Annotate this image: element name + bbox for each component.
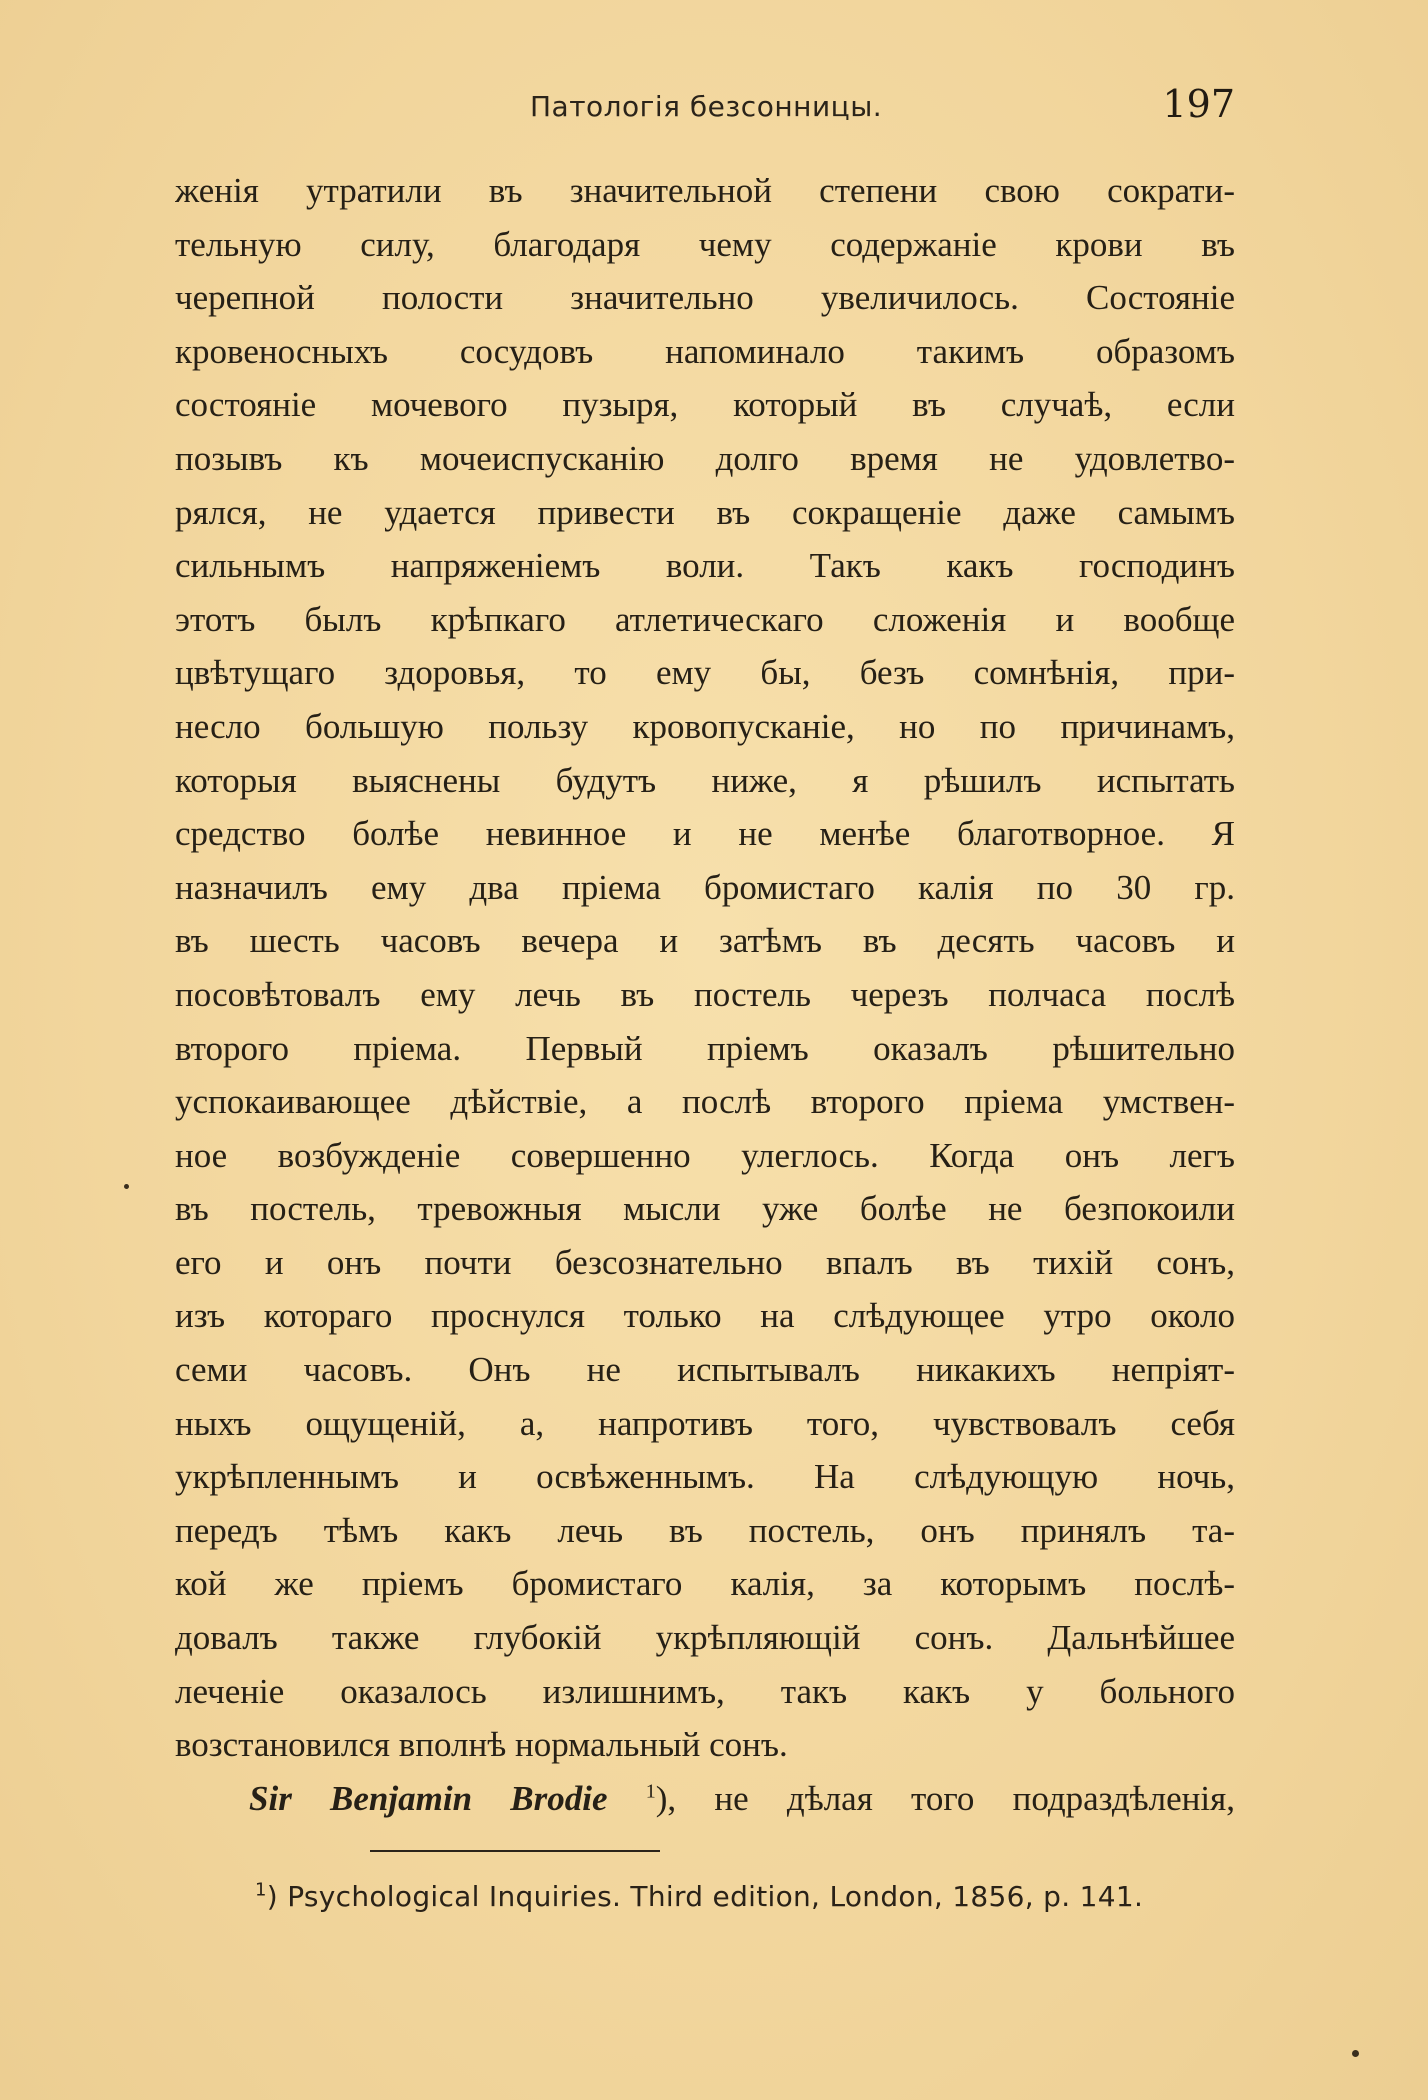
new-paragraph-line (175, 1772, 1235, 1826)
text-line: ныхъ ощущеній, а, напротивъ того, чувствовалъ себя (175, 1403, 1235, 1443)
text-line: черепной полости значительно увеличилось. Состояніе (175, 278, 1235, 318)
footnote-text: ) Psychological Inquiries. Third edition, London, 1856, p. 141. (266, 1880, 1144, 1913)
text-line: сильнымъ напряженіемъ воли. Такъ какъ господинъ (175, 546, 1235, 586)
text-line: цвѣтущаго здоровья, то ему бы, безъ сомнѣнія, при- (175, 653, 1235, 693)
text-line: назначилъ ему два пріема бромистаго калія по 30 гр. (175, 867, 1235, 907)
author-name: Sir Benjamin Brodie (249, 1778, 608, 1818)
footnote-ref: 1 (645, 1780, 656, 1803)
page-number: 197 (1162, 82, 1235, 126)
text-line: въ шесть часовъ вечера и затѣмъ въ десять часовъ и (175, 921, 1235, 961)
text-line: кровеносныхъ сосудовъ напоминало такимъ образомъ (175, 331, 1235, 371)
text-line: леченіе оказалось излишнимъ, такъ какъ у больного (175, 1671, 1235, 1711)
text-line: ное возбужденіе совершенно улеглось. Когда онъ легъ (175, 1135, 1235, 1175)
footnote-marker: 1 (255, 1879, 267, 1901)
text-line: изъ котораго проснулся только на слѣдующее утро около (175, 1296, 1235, 1336)
text-line: этотъ былъ крѣпкаго атлетическаго сложенія и вообще (175, 599, 1235, 639)
paper-speck (1352, 2050, 1359, 2057)
text-line: позывъ къ мочеиспусканію долго время не удовлетво- (175, 438, 1235, 478)
running-title: Патологія безсонницы. (530, 90, 883, 123)
paper-speck (124, 1184, 129, 1189)
text-line: семи часовъ. Онъ не испытывалъ никакихъ непріят- (175, 1350, 1235, 1390)
text-line: женія утратили въ значительной степени свою сократи- (175, 171, 1235, 210)
text-line: несло большую пользу кровопусканіе, но по причинамъ, (175, 706, 1235, 746)
footnote-separator (370, 1850, 660, 1852)
text-line: второго пріема. Первый пріемъ оказалъ рѣшительно (175, 1028, 1235, 1068)
text-line: передъ тѣмъ какъ лечь въ постель, онъ принялъ та- (175, 1510, 1235, 1550)
text-line: которыя выяснены будутъ ниже, я рѣшилъ испытать (175, 760, 1235, 800)
text-line: рялся, не удается привести въ сокращеніе даже самымъ (175, 492, 1235, 532)
text-line: состояніе мочевого пузыря, который въ случаѣ, если (175, 385, 1235, 425)
text-line: его и онъ почти безсознательно впалъ въ тихій сонъ, (175, 1242, 1235, 1282)
text-line: посовѣтовалъ ему лечь въ постель черезъ полчаса послѣ (175, 974, 1235, 1014)
body-text (175, 164, 1235, 1825)
text-line: средство болѣе невинное и не менѣе благотворное. Я (175, 814, 1235, 854)
paragraph-end-line: возстановился вполнѣ нормальный сонъ. (175, 1725, 788, 1765)
text-line: въ постель, тревожныя мысли уже болѣе не безпокоили (175, 1189, 1235, 1229)
text-line: довалъ также глубокій укрѣпляющій сонъ. Дальнѣйшее (175, 1618, 1235, 1658)
running-head (175, 84, 1235, 134)
footnote (255, 1880, 1235, 1913)
text-line: успокаивающее дѣйствіе, а послѣ второго пріема умствен- (175, 1082, 1235, 1122)
line-continuation: ), не дѣлая того подраздѣленія, (655, 1778, 1235, 1818)
text-line: укрѣпленнымъ и освѣженнымъ. На слѣдующую ночь, (175, 1457, 1235, 1497)
text-line: кой же пріемъ бромистаго калія, за которымъ послѣ- (175, 1564, 1235, 1604)
text-line: тельную силу, благодаря чему содержаніе крови въ (175, 224, 1235, 264)
